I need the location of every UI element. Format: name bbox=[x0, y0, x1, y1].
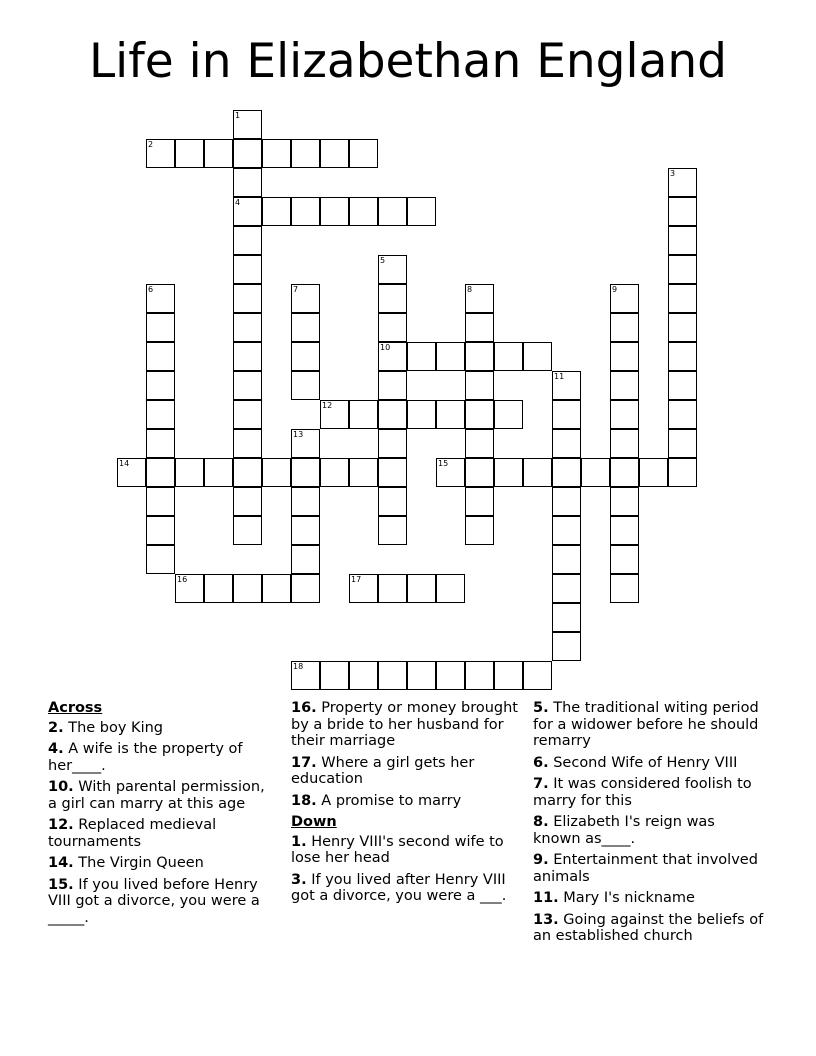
grid-cell[interactable] bbox=[552, 487, 581, 516]
clue-number: 15. bbox=[48, 876, 74, 893]
grid-cell[interactable] bbox=[262, 458, 291, 487]
clue-number: 7. bbox=[533, 776, 549, 792]
grid-cell[interactable] bbox=[610, 342, 639, 371]
clue-number: 6. bbox=[533, 754, 549, 771]
clue-number-label: 14 bbox=[119, 459, 130, 468]
clue-number: 9. bbox=[533, 852, 549, 868]
grid-cell[interactable] bbox=[233, 197, 262, 226]
grid-cell[interactable] bbox=[552, 545, 581, 574]
grid-cell[interactable] bbox=[204, 458, 233, 487]
clue-number-label: 16 bbox=[177, 575, 188, 584]
grid-cell[interactable] bbox=[233, 139, 262, 168]
clue-item bbox=[291, 755, 523, 788]
grid-cell[interactable] bbox=[262, 197, 291, 226]
grid-cell[interactable] bbox=[552, 371, 581, 400]
grid-cell[interactable] bbox=[523, 661, 552, 690]
clue-item bbox=[533, 700, 765, 750]
grid-cell[interactable] bbox=[291, 458, 320, 487]
grid-cell[interactable] bbox=[233, 487, 262, 516]
grid-cell[interactable] bbox=[204, 139, 233, 168]
grid-cell[interactable] bbox=[146, 545, 175, 574]
grid-cell[interactable] bbox=[494, 342, 523, 371]
grid-cell[interactable] bbox=[233, 371, 262, 400]
grid-cell[interactable] bbox=[668, 226, 697, 255]
clue-column-2 bbox=[291, 700, 523, 910]
clue-text: Elizabeth I's reign was known as____. bbox=[533, 814, 715, 847]
grid-cell[interactable] bbox=[349, 400, 378, 429]
grid-cell[interactable] bbox=[146, 284, 175, 313]
clue-number-label: 10 bbox=[380, 343, 391, 352]
clue-text: Where a girl gets her education bbox=[291, 754, 475, 787]
clue-number-label: 6 bbox=[148, 285, 154, 294]
grid-cell[interactable] bbox=[668, 197, 697, 226]
clue-text: If you lived after Henry VIII got a divorce, you were a ___. bbox=[291, 871, 507, 904]
grid-cell[interactable] bbox=[494, 458, 523, 487]
grid-cell[interactable] bbox=[552, 574, 581, 603]
grid-cell[interactable] bbox=[291, 371, 320, 400]
grid-cell[interactable] bbox=[378, 313, 407, 342]
clue-number-label: 17 bbox=[351, 575, 362, 584]
grid-cell[interactable] bbox=[349, 574, 378, 603]
grid-cell[interactable] bbox=[610, 313, 639, 342]
grid-cell[interactable] bbox=[291, 139, 320, 168]
clue-number: 11. bbox=[533, 890, 559, 906]
grid-cell[interactable] bbox=[465, 429, 494, 458]
clue-number: 5. bbox=[533, 700, 549, 716]
grid-cell[interactable] bbox=[175, 458, 204, 487]
clue-column-3 bbox=[533, 700, 765, 950]
clue-number: 3. bbox=[291, 871, 307, 888]
grid-cell[interactable] bbox=[146, 139, 175, 168]
grid-cell[interactable] bbox=[146, 487, 175, 516]
clue-text: Going against the beliefs of an established church bbox=[533, 911, 764, 944]
grid-cell[interactable] bbox=[494, 400, 523, 429]
grid-cell[interactable] bbox=[465, 284, 494, 313]
clue-number-label: 4 bbox=[235, 198, 241, 207]
clue-item bbox=[533, 776, 765, 809]
grid-cell[interactable] bbox=[146, 429, 175, 458]
grid-cell[interactable] bbox=[639, 458, 668, 487]
grid-cell[interactable] bbox=[610, 487, 639, 516]
clue-text: The boy King bbox=[63, 719, 163, 736]
grid-cell[interactable] bbox=[320, 139, 349, 168]
grid-cell[interactable] bbox=[146, 371, 175, 400]
grid-cell[interactable] bbox=[233, 255, 262, 284]
grid-cell[interactable] bbox=[349, 661, 378, 690]
clue-item bbox=[48, 877, 276, 927]
clue-column-1 bbox=[48, 700, 276, 931]
clue-section-heading: Down bbox=[291, 814, 337, 830]
grid-cell[interactable] bbox=[291, 313, 320, 342]
clue-item bbox=[533, 814, 765, 847]
grid-cell[interactable] bbox=[291, 487, 320, 516]
grid-cell[interactable] bbox=[378, 342, 407, 371]
clue-text: Second Wife of Henry VIII bbox=[548, 754, 738, 771]
grid-cell[interactable] bbox=[465, 487, 494, 516]
clue-number-label: 5 bbox=[380, 256, 386, 265]
clue-text: If you lived before Henry VIII got a divorce, you were a _____. bbox=[48, 876, 260, 926]
grid-cell[interactable] bbox=[291, 574, 320, 603]
grid-cell[interactable] bbox=[146, 458, 175, 487]
grid-cell[interactable] bbox=[378, 197, 407, 226]
grid-cell[interactable] bbox=[233, 313, 262, 342]
grid-cell[interactable] bbox=[233, 429, 262, 458]
grid-cell[interactable] bbox=[320, 458, 349, 487]
clue-number-label: 3 bbox=[670, 169, 676, 178]
grid-cell[interactable] bbox=[436, 661, 465, 690]
grid-cell[interactable] bbox=[465, 400, 494, 429]
grid-cell[interactable] bbox=[465, 313, 494, 342]
clue-number: 12. bbox=[48, 817, 74, 833]
clue-item bbox=[533, 912, 765, 945]
grid-cell[interactable] bbox=[291, 342, 320, 371]
grid-cell[interactable] bbox=[378, 400, 407, 429]
grid-cell[interactable] bbox=[465, 342, 494, 371]
grid-cell[interactable] bbox=[262, 574, 291, 603]
grid-cell[interactable] bbox=[610, 371, 639, 400]
grid-cell[interactable] bbox=[494, 661, 523, 690]
grid-cell[interactable] bbox=[378, 255, 407, 284]
grid-cell[interactable] bbox=[291, 516, 320, 545]
clue-number: 10. bbox=[48, 779, 74, 795]
grid-cell[interactable] bbox=[233, 574, 262, 603]
grid-cell[interactable] bbox=[668, 400, 697, 429]
clue-section-heading: Across bbox=[48, 700, 103, 716]
clue-number: 16. bbox=[291, 700, 317, 716]
clue-item bbox=[533, 852, 765, 885]
grid-cell[interactable] bbox=[233, 516, 262, 545]
clue-number-label: 11 bbox=[554, 372, 565, 381]
clue-number: 14. bbox=[48, 855, 74, 871]
grid-cell[interactable] bbox=[175, 139, 204, 168]
grid-cell[interactable] bbox=[378, 516, 407, 545]
clue-number-label: 9 bbox=[612, 285, 618, 294]
grid-cell[interactable] bbox=[407, 574, 436, 603]
grid-cell[interactable] bbox=[378, 429, 407, 458]
grid-cell[interactable] bbox=[436, 342, 465, 371]
grid-cell[interactable] bbox=[668, 458, 697, 487]
grid-cell[interactable] bbox=[552, 516, 581, 545]
grid-cell[interactable] bbox=[378, 284, 407, 313]
grid-cell[interactable] bbox=[610, 400, 639, 429]
grid-cell[interactable] bbox=[523, 458, 552, 487]
puzzle-title: Life in Elizabethan England bbox=[88, 34, 727, 89]
grid-cell[interactable] bbox=[233, 226, 262, 255]
grid-cell[interactable] bbox=[117, 458, 146, 487]
clue-text: Replaced medieval tournaments bbox=[48, 817, 217, 850]
clue-number-label: 8 bbox=[467, 285, 473, 294]
grid-cell[interactable] bbox=[465, 516, 494, 545]
grid-cell[interactable] bbox=[378, 458, 407, 487]
grid-cell[interactable] bbox=[552, 632, 581, 661]
grid-cell[interactable] bbox=[610, 429, 639, 458]
grid-cell[interactable] bbox=[146, 342, 175, 371]
grid-cell[interactable] bbox=[175, 574, 204, 603]
clue-number: 1. bbox=[291, 833, 307, 850]
clue-text: It was considered foolish to marry for this bbox=[533, 776, 752, 809]
grid-cell[interactable] bbox=[407, 342, 436, 371]
grid-cell[interactable] bbox=[320, 197, 349, 226]
clue-text: Entertainment that involved animals bbox=[533, 852, 758, 885]
grid-cell[interactable] bbox=[233, 458, 262, 487]
clue-text: Mary I's nickname bbox=[558, 890, 695, 906]
grid-cell[interactable] bbox=[378, 487, 407, 516]
clue-item bbox=[291, 872, 523, 905]
grid-cell[interactable] bbox=[320, 661, 349, 690]
grid-cell[interactable] bbox=[552, 458, 581, 487]
grid-cell[interactable] bbox=[610, 458, 639, 487]
clue-number-label: 18 bbox=[293, 662, 304, 671]
grid-cell[interactable] bbox=[610, 574, 639, 603]
grid-cell[interactable] bbox=[320, 400, 349, 429]
clue-number: 8. bbox=[533, 814, 549, 830]
grid-cell[interactable] bbox=[668, 429, 697, 458]
grid-cell[interactable] bbox=[146, 400, 175, 429]
clue-number: 13. bbox=[533, 911, 559, 928]
grid-cell[interactable] bbox=[407, 661, 436, 690]
clue-item bbox=[48, 741, 276, 774]
grid-cell[interactable] bbox=[465, 371, 494, 400]
grid-cell[interactable] bbox=[436, 400, 465, 429]
grid-cell[interactable] bbox=[668, 284, 697, 313]
clue-text: A promise to marry bbox=[316, 792, 462, 809]
clue-item bbox=[48, 779, 276, 812]
grid-cell[interactable] bbox=[204, 574, 233, 603]
clue-number-label: 13 bbox=[293, 430, 304, 439]
grid-cell[interactable] bbox=[291, 661, 320, 690]
grid-cell[interactable] bbox=[233, 110, 262, 139]
clue-number: 17. bbox=[291, 754, 317, 771]
clue-item bbox=[48, 720, 276, 737]
clue-number-label: 2 bbox=[148, 140, 154, 149]
grid-cell[interactable] bbox=[465, 661, 494, 690]
clue-item bbox=[291, 793, 523, 810]
grid-cell[interactable] bbox=[233, 400, 262, 429]
grid-cell[interactable] bbox=[668, 371, 697, 400]
grid-cell[interactable] bbox=[378, 661, 407, 690]
grid-cell[interactable] bbox=[378, 371, 407, 400]
grid-cell[interactable] bbox=[465, 458, 494, 487]
grid-cell[interactable] bbox=[610, 545, 639, 574]
grid-cell[interactable] bbox=[291, 197, 320, 226]
grid-cell[interactable] bbox=[668, 168, 697, 197]
clue-number-label: 15 bbox=[438, 459, 449, 468]
clue-item bbox=[48, 855, 276, 872]
clue-number-label: 1 bbox=[235, 111, 241, 120]
grid-cell[interactable] bbox=[436, 574, 465, 603]
clue-item bbox=[291, 834, 523, 867]
grid-cell[interactable] bbox=[523, 342, 552, 371]
grid-cell[interactable] bbox=[146, 516, 175, 545]
grid-cell[interactable] bbox=[349, 458, 378, 487]
grid-cell[interactable] bbox=[233, 342, 262, 371]
grid-cell[interactable] bbox=[610, 516, 639, 545]
clue-number: 2. bbox=[48, 719, 64, 736]
grid-cell[interactable] bbox=[407, 400, 436, 429]
clue-text: Property or money brought by a bride to her husband for their marriage bbox=[291, 700, 518, 749]
grid-cell[interactable] bbox=[668, 255, 697, 284]
grid-cell[interactable] bbox=[407, 197, 436, 226]
grid-cell[interactable] bbox=[552, 400, 581, 429]
grid-cell[interactable] bbox=[552, 603, 581, 632]
clue-item bbox=[533, 755, 765, 772]
grid-cell[interactable] bbox=[668, 313, 697, 342]
grid-cell[interactable] bbox=[233, 284, 262, 313]
clue-item bbox=[48, 817, 276, 850]
grid-cell[interactable] bbox=[581, 458, 610, 487]
clue-number-label: 12 bbox=[322, 401, 333, 410]
grid-cell[interactable] bbox=[291, 284, 320, 313]
clue-text: The traditional witing period for a widower before he should remarry bbox=[533, 700, 759, 749]
clue-text: A wife is the property of her____. bbox=[48, 741, 243, 774]
grid-cell[interactable] bbox=[146, 313, 175, 342]
grid-cell[interactable] bbox=[668, 342, 697, 371]
clue-item bbox=[533, 890, 765, 907]
grid-cell[interactable] bbox=[291, 429, 320, 458]
clue-number: 18. bbox=[291, 792, 317, 809]
clue-number-label: 7 bbox=[293, 285, 299, 294]
grid-cell[interactable] bbox=[262, 139, 291, 168]
grid-cell[interactable] bbox=[349, 139, 378, 168]
grid-cell[interactable] bbox=[610, 284, 639, 313]
grid-cell[interactable] bbox=[291, 545, 320, 574]
clue-text: With parental permission, a girl can marry at this age bbox=[48, 779, 265, 812]
clue-number: 4. bbox=[48, 741, 64, 757]
clue-text: The Virgin Queen bbox=[73, 855, 204, 871]
grid-cell[interactable] bbox=[378, 574, 407, 603]
grid-cell[interactable] bbox=[436, 458, 465, 487]
grid-cell[interactable] bbox=[349, 197, 378, 226]
clue-text: Henry VIII's second wife to lose her head bbox=[291, 833, 504, 866]
grid-cell[interactable] bbox=[233, 168, 262, 197]
clue-item bbox=[291, 700, 523, 750]
grid-cell[interactable] bbox=[552, 429, 581, 458]
